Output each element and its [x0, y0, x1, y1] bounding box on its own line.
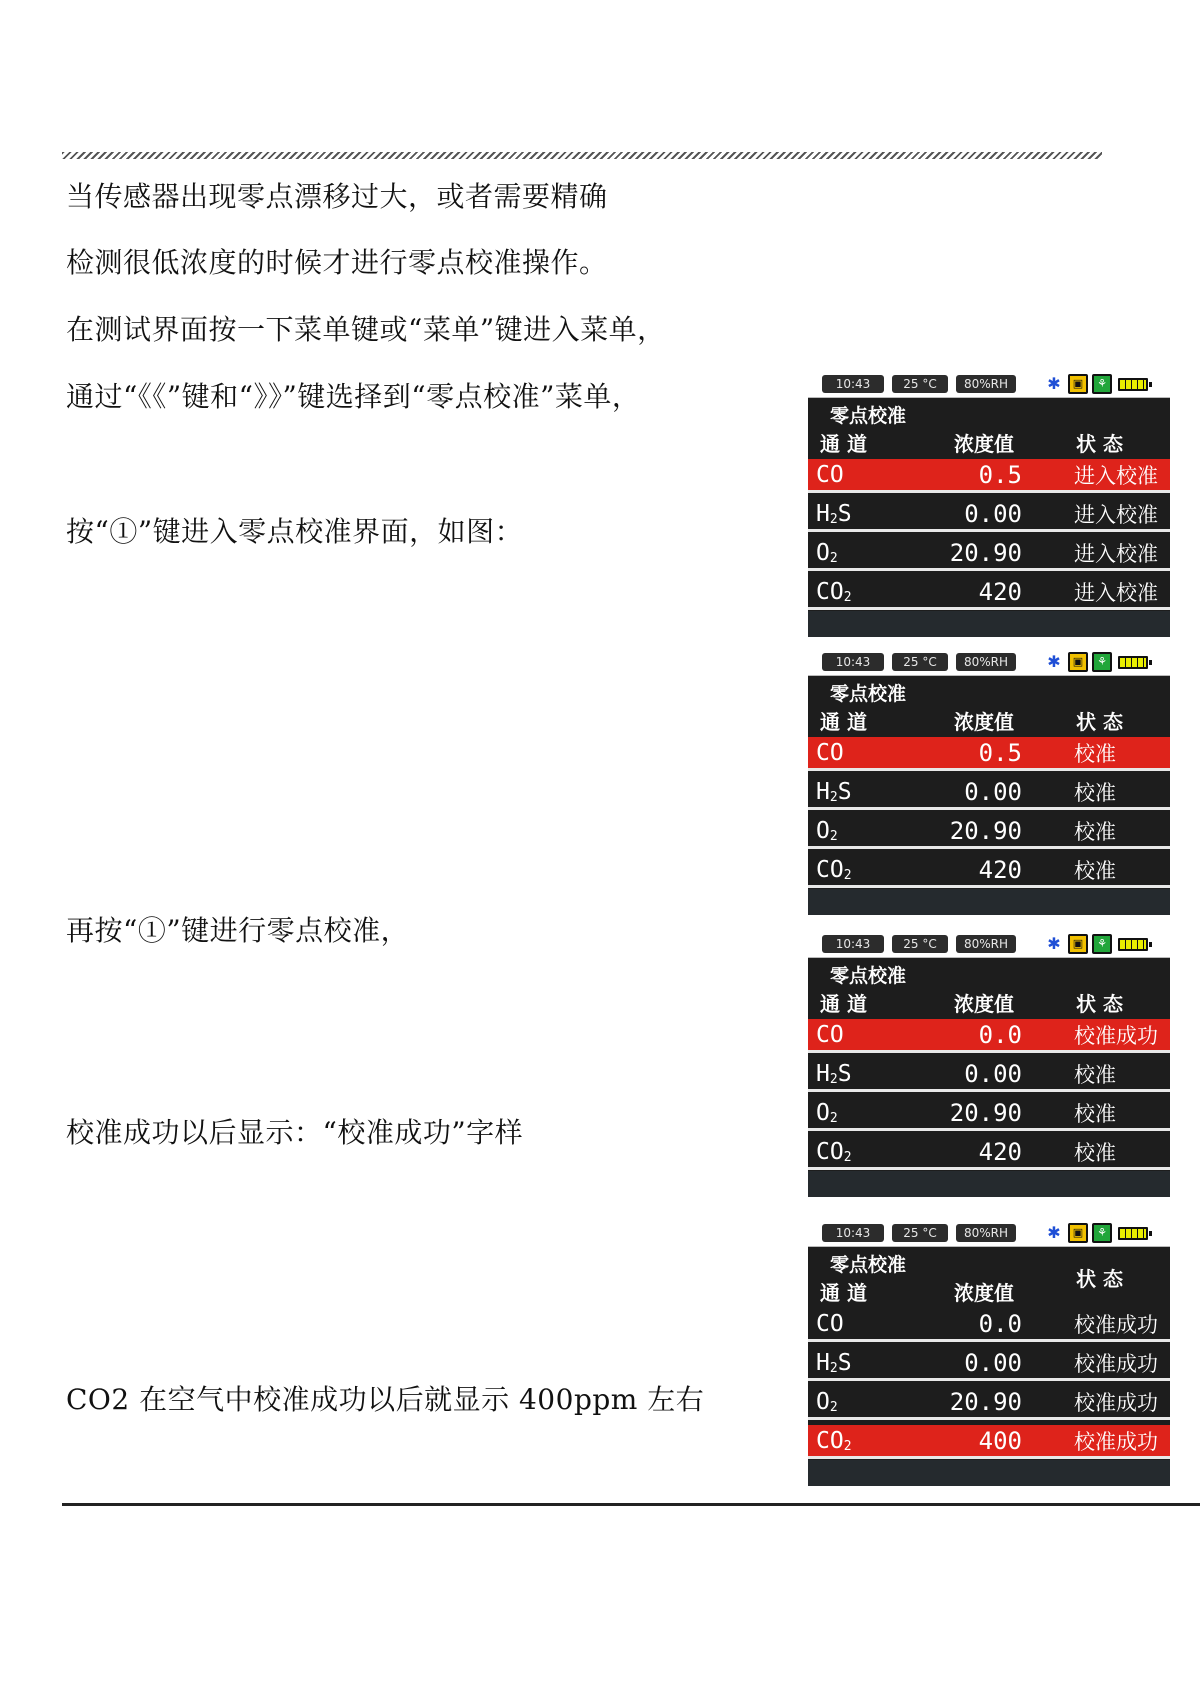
channel-text: O — [816, 818, 830, 844]
calibration-status: 校准成功 — [1074, 1352, 1158, 1376]
channel-row[interactable] — [808, 1019, 1170, 1053]
channel-name — [816, 461, 844, 489]
concentration-value: 20.90 — [949, 1388, 1022, 1416]
battery-tip — [1149, 660, 1152, 665]
channel-row[interactable] — [808, 498, 1170, 532]
temperature-readout: 25 °C — [892, 653, 948, 671]
bluetooth-icon: ✱ — [1044, 1223, 1064, 1243]
instruction-line-1: 当传感器出现零点漂移过大，或者需要精确 — [66, 180, 608, 213]
channel-name — [816, 1427, 852, 1461]
channel-subscript: 2 — [829, 1072, 838, 1087]
leaf-icon: ⚘ — [1092, 934, 1112, 954]
column-header-status: 状 态 — [1076, 710, 1123, 734]
channel-text: CO — [816, 1428, 844, 1454]
calibration-status: 进入校准 — [1074, 503, 1158, 527]
concentration-value: 0.00 — [964, 778, 1022, 806]
battery-icon — [1118, 378, 1148, 391]
channel-text: CO — [816, 857, 844, 883]
calibration-status: 校准 — [1074, 859, 1116, 883]
time-readout: 10:43 — [822, 653, 884, 671]
channel-subscript: 2 — [843, 1439, 852, 1454]
channel-text: CO — [816, 1022, 844, 1048]
instruction-line-2: 检测很低浓度的时候才进行零点校准操作。 — [66, 246, 608, 279]
instruction-line-3: 在测试界面按一下菜单键或“菜单”键进入菜单， — [66, 313, 666, 346]
column-header-concentration: 浓度值 — [954, 432, 1014, 456]
menu-title: 零点校准 — [830, 405, 907, 427]
channel-subscript: 2 — [829, 512, 838, 527]
channel-row[interactable] — [808, 1308, 1170, 1342]
leaf-icon: ⚘ — [1092, 652, 1112, 672]
leaf-icon: ⚘ — [1092, 1223, 1112, 1243]
calibration-status: 进入校准 — [1074, 581, 1158, 605]
concentration-value: 420 — [978, 1138, 1022, 1166]
channel-text: O — [816, 1100, 830, 1126]
channel-text: H — [816, 1061, 830, 1087]
channel-text: CO — [816, 1311, 844, 1337]
channel-subscript: 2 — [843, 590, 852, 605]
battery-icon — [1118, 656, 1148, 669]
channel-row[interactable] — [808, 737, 1170, 771]
calibration-status: 校准成功 — [1074, 1391, 1158, 1415]
concentration-value: 0.5 — [978, 461, 1022, 489]
channel-text: H — [816, 779, 830, 805]
battery-icon — [1118, 938, 1148, 951]
bluetooth-icon: ✱ — [1044, 374, 1064, 394]
channel-row[interactable] — [808, 854, 1170, 888]
channel-row[interactable] — [808, 1386, 1170, 1420]
save-icon: ▣ — [1068, 374, 1088, 394]
channel-row[interactable] — [808, 1097, 1170, 1131]
channel-subscript: 2 — [829, 1361, 838, 1376]
calibration-status: 校准成功 — [1074, 1313, 1158, 1337]
channel-text: CO — [816, 462, 844, 488]
channel-text: CO — [816, 579, 844, 605]
column-header-status: 状 态 — [1076, 992, 1123, 1016]
column-header-channel: 通 道 — [820, 1281, 867, 1305]
calibration-status: 进入校准 — [1074, 464, 1158, 488]
calibration-status: 校准成功 — [1074, 1024, 1158, 1048]
save-icon: ▣ — [1068, 1223, 1088, 1243]
temperature-readout: 25 °C — [892, 375, 948, 393]
battery-tip — [1149, 942, 1152, 947]
channel-text-suffix: S — [837, 1061, 852, 1087]
channel-name — [816, 1349, 852, 1383]
channel-name — [816, 539, 838, 573]
channel-row[interactable] — [808, 1347, 1170, 1381]
menu-title: 零点校准 — [830, 965, 907, 987]
channel-text: CO — [816, 1139, 844, 1165]
channel-subscript: 2 — [829, 551, 838, 566]
status-bar — [808, 371, 1170, 398]
temperature-readout: 25 °C — [892, 1224, 948, 1242]
channel-row[interactable] — [808, 1058, 1170, 1092]
column-header-channel: 通 道 — [820, 710, 867, 734]
channel-name — [816, 500, 852, 534]
channel-name — [816, 578, 852, 612]
calibration-status: 进入校准 — [1074, 542, 1158, 566]
channel-subscript: 2 — [829, 1111, 838, 1126]
column-header-channel: 通 道 — [820, 992, 867, 1016]
channel-name — [816, 739, 844, 767]
channel-text-suffix: S — [837, 779, 852, 805]
instruction-line-5: 按“①”键进入零点校准界面，如图： — [66, 515, 524, 548]
device-screen-2 — [808, 649, 1170, 915]
channel-name — [816, 856, 852, 890]
channel-text: H — [816, 501, 830, 527]
channel-text: CO — [816, 740, 844, 766]
battery-tip — [1149, 382, 1152, 387]
status-bar — [808, 931, 1170, 958]
calibration-status: 校准 — [1074, 781, 1116, 805]
channel-row[interactable] — [808, 576, 1170, 610]
battery-icon — [1118, 1227, 1148, 1240]
channel-subscript: 2 — [829, 1400, 838, 1415]
channel-row[interactable] — [808, 1425, 1170, 1459]
battery-tip — [1149, 1231, 1152, 1236]
calibration-status: 校准 — [1074, 1141, 1116, 1165]
screen-footer — [808, 1460, 1170, 1486]
concentration-value: 420 — [978, 856, 1022, 884]
calibration-status: 校准 — [1074, 1102, 1116, 1126]
concentration-value: 420 — [978, 578, 1022, 606]
concentration-value: 400 — [978, 1427, 1022, 1455]
concentration-value: 0.00 — [964, 500, 1022, 528]
screen-footer — [808, 611, 1170, 637]
concentration-value: 0.00 — [964, 1349, 1022, 1377]
bluetooth-icon: ✱ — [1044, 652, 1064, 672]
humidity-readout: 80%RH — [956, 1224, 1016, 1242]
channel-subscript: 2 — [829, 829, 838, 844]
channel-subscript: 2 — [843, 868, 852, 883]
concentration-value: 0.0 — [978, 1021, 1022, 1049]
channel-row[interactable] — [808, 537, 1170, 571]
column-header-status: 状 态 — [1076, 432, 1123, 456]
channel-text: O — [816, 540, 830, 566]
screen-footer — [808, 889, 1170, 915]
instruction-line-4: 通过“《《”键和“》》”键选择到“零点校准”菜单， — [66, 380, 641, 413]
instruction-line-6: 再按“①”键进行零点校准， — [66, 914, 410, 947]
column-header-concentration: 浓度值 — [954, 992, 1014, 1016]
temperature-readout: 25 °C — [892, 935, 948, 953]
status-bar — [808, 1220, 1170, 1247]
time-readout: 10:43 — [822, 375, 884, 393]
leaf-icon: ⚘ — [1092, 374, 1112, 394]
concentration-value: 0.00 — [964, 1060, 1022, 1088]
channel-name — [816, 1099, 838, 1133]
channel-row[interactable] — [808, 776, 1170, 810]
device-screen-3 — [808, 931, 1170, 1197]
humidity-readout: 80%RH — [956, 375, 1016, 393]
column-header-concentration: 浓度值 — [954, 710, 1014, 734]
device-screen-4 — [808, 1220, 1170, 1486]
humidity-readout: 80%RH — [956, 935, 1016, 953]
calibration-status: 校准 — [1074, 742, 1116, 766]
instruction-line-7: 校准成功以后显示：“校准成功”字样 — [66, 1116, 524, 1149]
calibration-status: 校准成功 — [1074, 1430, 1158, 1454]
concentration-value: 20.90 — [949, 817, 1022, 845]
bottom-separator — [62, 1503, 1200, 1506]
calibration-status: 校准 — [1074, 1063, 1116, 1087]
bluetooth-icon: ✱ — [1044, 934, 1064, 954]
dashed-separator-top — [62, 152, 1102, 159]
channel-text: O — [816, 1389, 830, 1415]
channel-name — [816, 778, 852, 812]
channel-subscript: 2 — [829, 790, 838, 805]
calibration-status: 校准 — [1074, 820, 1116, 844]
column-header-concentration: 浓度值 — [954, 1281, 1014, 1305]
channel-row[interactable] — [808, 815, 1170, 849]
channel-row[interactable] — [808, 1136, 1170, 1170]
status-bar — [808, 649, 1170, 676]
channel-text: H — [816, 1350, 830, 1376]
screen-footer — [808, 1171, 1170, 1197]
channel-name — [816, 1138, 852, 1172]
time-readout: 10:43 — [822, 935, 884, 953]
channel-name — [816, 1310, 844, 1338]
channel-name — [816, 817, 838, 851]
menu-title: 零点校准 — [830, 683, 907, 705]
save-icon: ▣ — [1068, 652, 1088, 672]
channel-name — [816, 1021, 844, 1049]
device-screen-1 — [808, 371, 1170, 637]
channel-row[interactable] — [808, 459, 1170, 493]
channel-name — [816, 1060, 852, 1094]
channel-text-suffix: S — [837, 1350, 852, 1376]
column-header-channel: 通 道 — [820, 432, 867, 456]
concentration-value: 20.90 — [949, 1099, 1022, 1127]
concentration-value: 0.0 — [978, 1310, 1022, 1338]
menu-title: 零点校准 — [830, 1254, 907, 1276]
column-header-status: 状 态 — [1076, 1267, 1123, 1291]
channel-subscript: 2 — [843, 1150, 852, 1165]
time-readout: 10:43 — [822, 1224, 884, 1242]
channel-text-suffix: S — [837, 501, 852, 527]
instruction-line-8: CO2 在空气中校准成功以后就显示 400ppm 左右 — [66, 1383, 705, 1416]
humidity-readout: 80%RH — [956, 653, 1016, 671]
concentration-value: 0.5 — [978, 739, 1022, 767]
channel-name — [816, 1388, 838, 1422]
concentration-value: 20.90 — [949, 539, 1022, 567]
save-icon: ▣ — [1068, 934, 1088, 954]
